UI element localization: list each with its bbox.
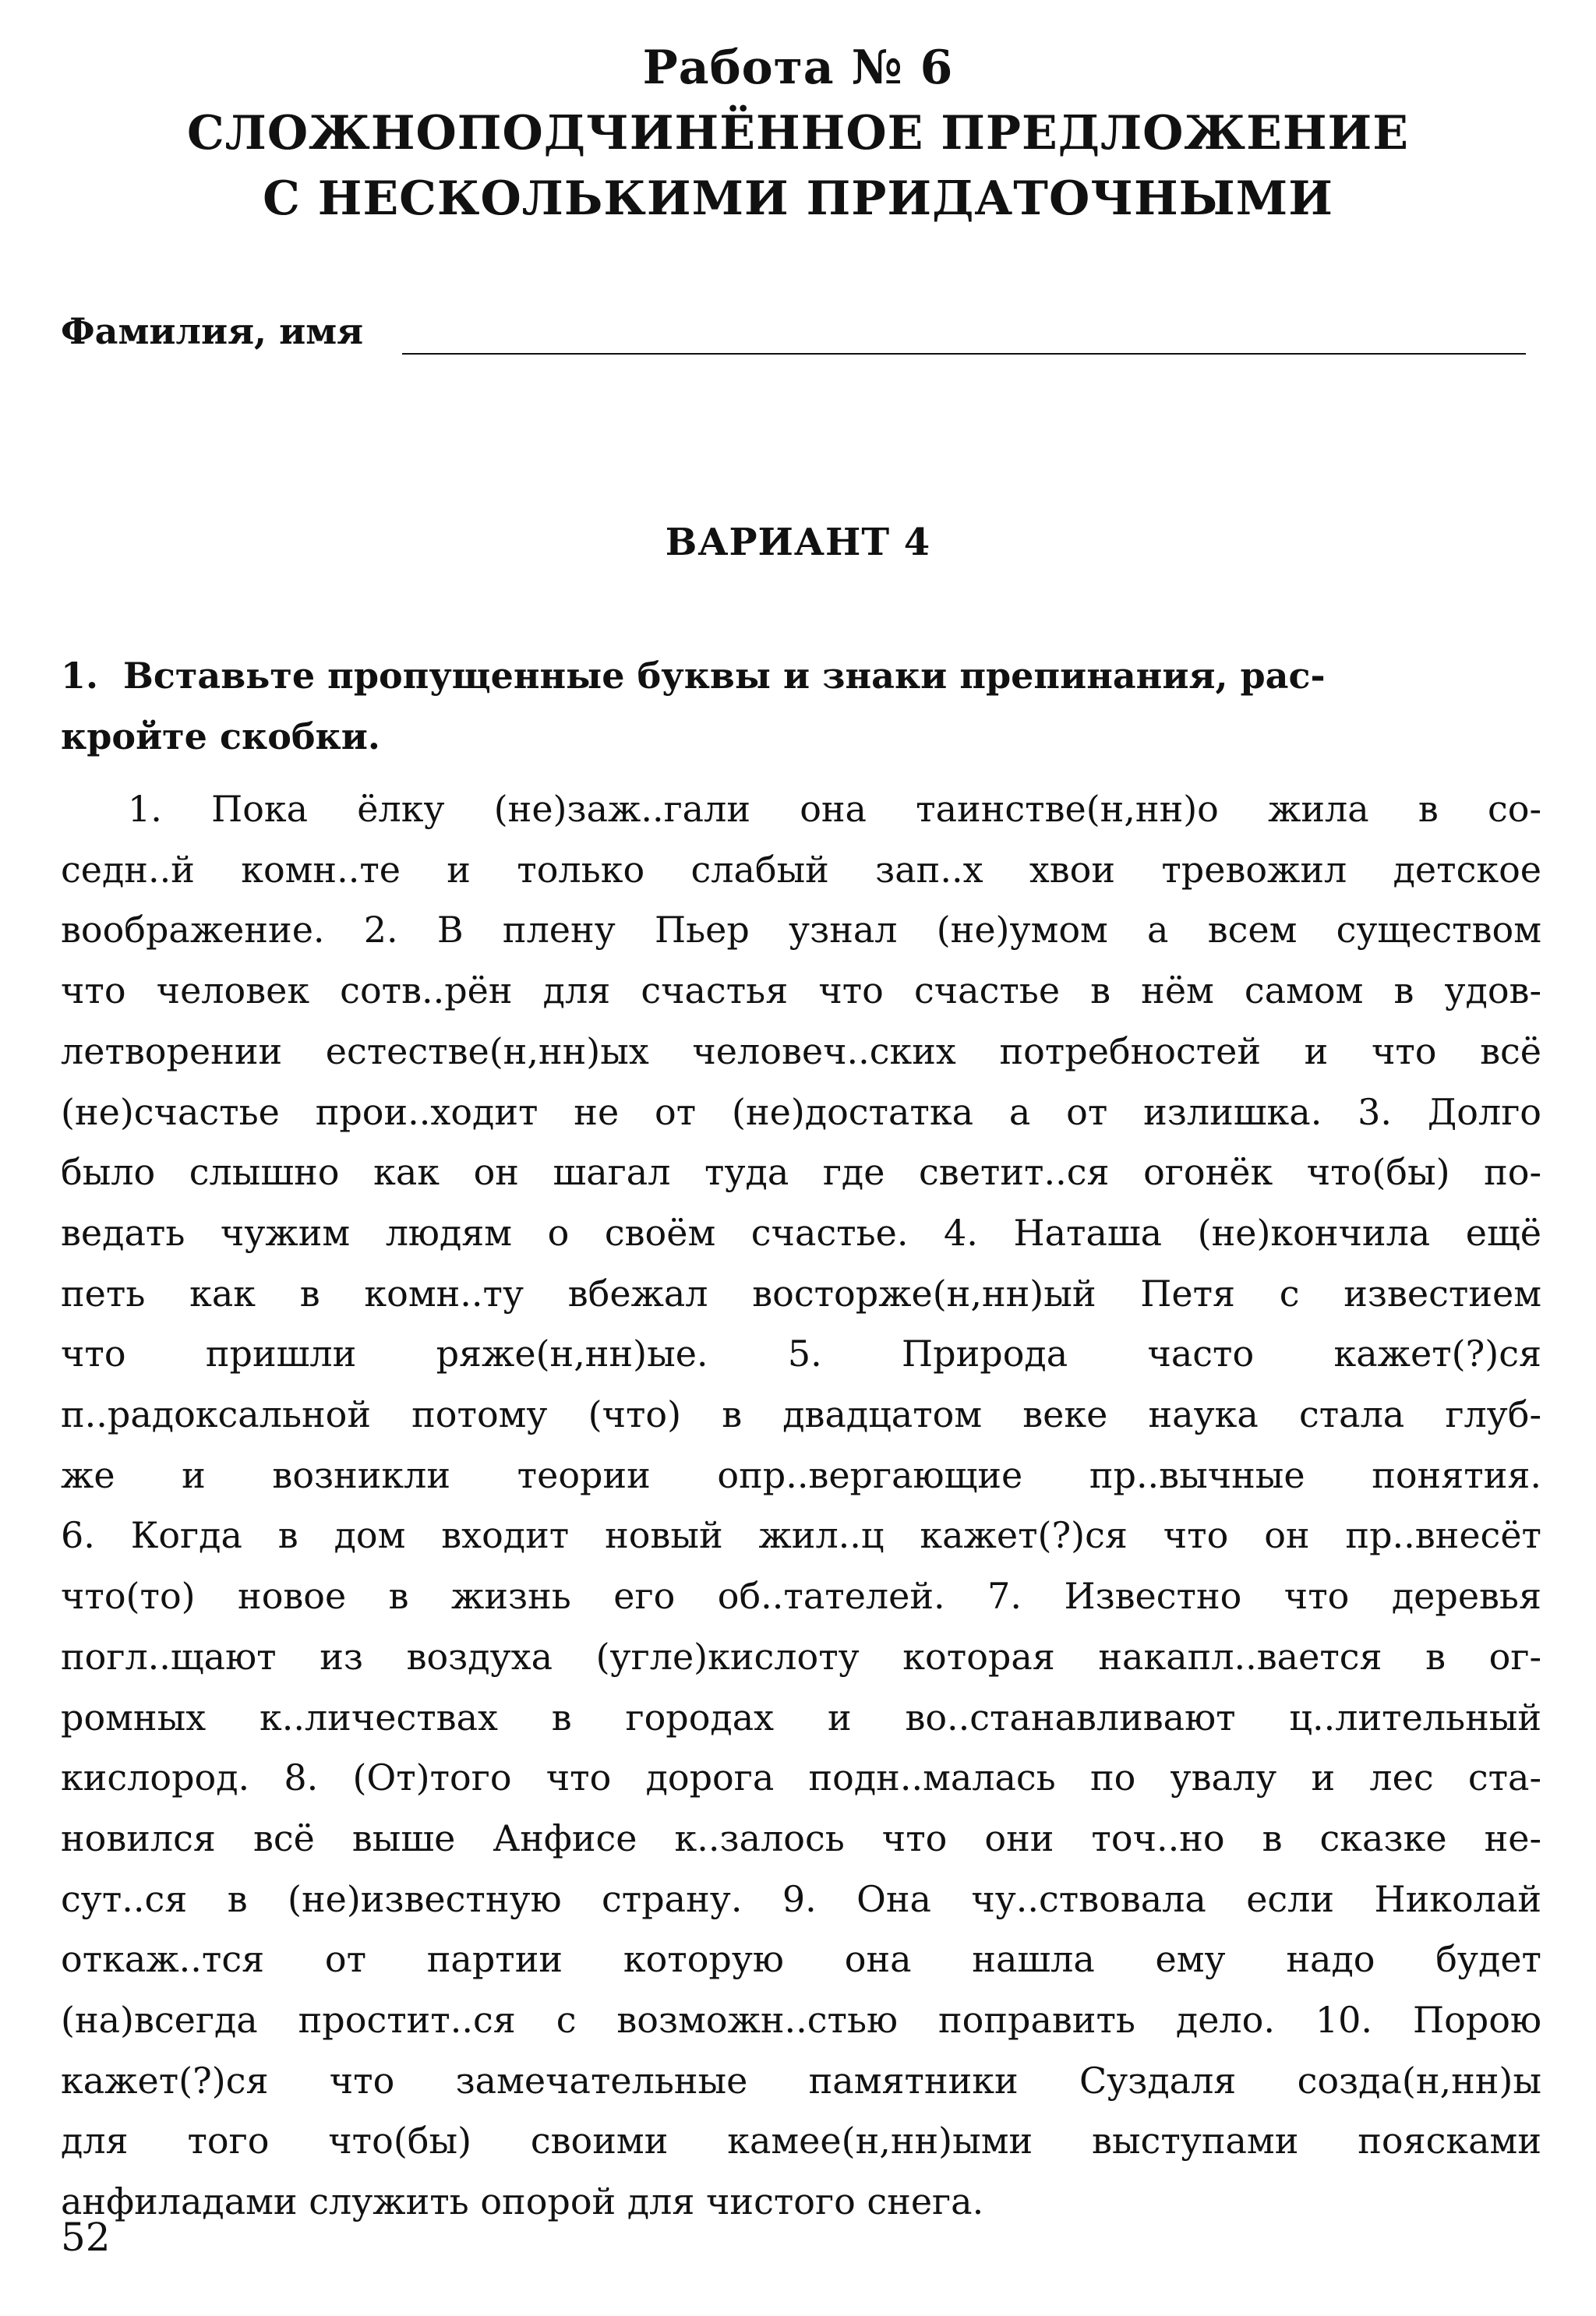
title-line-1: СЛОЖНОПОДЧИНЁННОЕ ПРЕДЛОЖЕНИЕ <box>187 106 1409 161</box>
exercise-text <box>61 779 1541 2233</box>
text-line: было слышно как он шагал туда где светит..ся огонёк что(бы) по- <box>61 1151 1541 1194</box>
task-number: 1. <box>61 655 99 697</box>
text-line: петь как в комн..ту вбежал восторже(н,нн)ый Петя с известием <box>61 1272 1541 1315</box>
text-line: кислород. 8. (От)того что дорога подн..малась по увалу и лес ста- <box>61 1756 1541 1799</box>
text-line: новился всё выше Анфисе к..залось что они точ..но в сказке не- <box>61 1816 1541 1859</box>
name-label: Фамилия, имя <box>61 310 364 352</box>
text-line: же и возникли теории опр..вергающие пр..вычные понятия. <box>61 1453 1541 1496</box>
text-line: что(то) новое в жизнь его об..тателей. 7. Известно что деревья <box>61 1575 1541 1618</box>
work-number: Работа № 6 <box>642 41 954 95</box>
text-line: погл..щают из воздуха (угле)кислоту которая накапл..вается в ог- <box>61 1635 1541 1678</box>
text-line: седн..й комн..те и только слабый зап..х хвои тревожил детское <box>61 848 1541 891</box>
text-line: кажет(?)ся что замечательные памятники Суздаля созда(н,нн)ы <box>61 2059 1541 2102</box>
text-line: летворении естестве(н,нн)ых человеч..ских потребностей и что всё <box>61 1029 1541 1072</box>
page-number: 52 <box>61 2215 111 2260</box>
text-line: откаж..тся от партии которую она нашла ему надо будет <box>61 1938 1541 1981</box>
name-blank-line <box>402 353 1526 355</box>
page-header <box>0 35 1596 231</box>
text-line: анфиладами служить опорой для чистого снега. <box>61 2180 984 2223</box>
variant-heading: ВАРИАНТ 4 <box>665 521 931 564</box>
task-line-1 <box>61 645 1541 706</box>
title-line-2: С НЕСКОЛЬКИМИ ПРИДАТОЧНЫМИ <box>263 171 1333 226</box>
text-line: (не)счастье прои..ходит не от (не)достатка а от излишка. 3. Долго <box>61 1090 1541 1133</box>
text-line: что пришли ряже(н,нн)ые. 5. Природа часто кажет(?)ся <box>61 1333 1541 1375</box>
text-line: что человек сотв..рён для счастья что счастье в нём самом в удов- <box>61 969 1541 1012</box>
task-line-2: кройте скобки. <box>61 715 380 757</box>
text-line: воображение. 2. В плену Пьер узнал (не)умом а всем существом <box>61 909 1541 951</box>
text-line: ведать чужим людям о своём счастье. 4. Наташа (не)кончила ещё <box>61 1211 1541 1254</box>
text-line: 6. Когда в дом входит новый жил..ц кажет(?)ся что он пр..внесёт <box>61 1514 1541 1557</box>
task-text-1: Вставьте пропущенные буквы и знаки препинания, рас- <box>123 655 1326 697</box>
text-line: ромных к..личествах в городах и во..станавливают ц..лительный <box>61 1696 1541 1739</box>
text-line: 1. Пока ёлку (не)заж..гали она таинстве(н,нн)о жила в со- <box>128 788 1541 830</box>
name-field <box>61 310 1526 372</box>
text-line: для того что(бы) своими камее(н,нн)ыми выступами поясками <box>61 2120 1541 2162</box>
task-instruction <box>61 645 1541 767</box>
text-line: сут..ся в (не)известную страну. 9. Она чу..ствовала если Николай <box>61 1877 1541 1920</box>
text-line: п..радоксальной потому (что) в двадцатом веке наука стала глуб- <box>61 1393 1541 1436</box>
text-line: (на)всегда простит..ся с возможн..стью поправить дело. 10. Порою <box>61 1999 1541 2042</box>
